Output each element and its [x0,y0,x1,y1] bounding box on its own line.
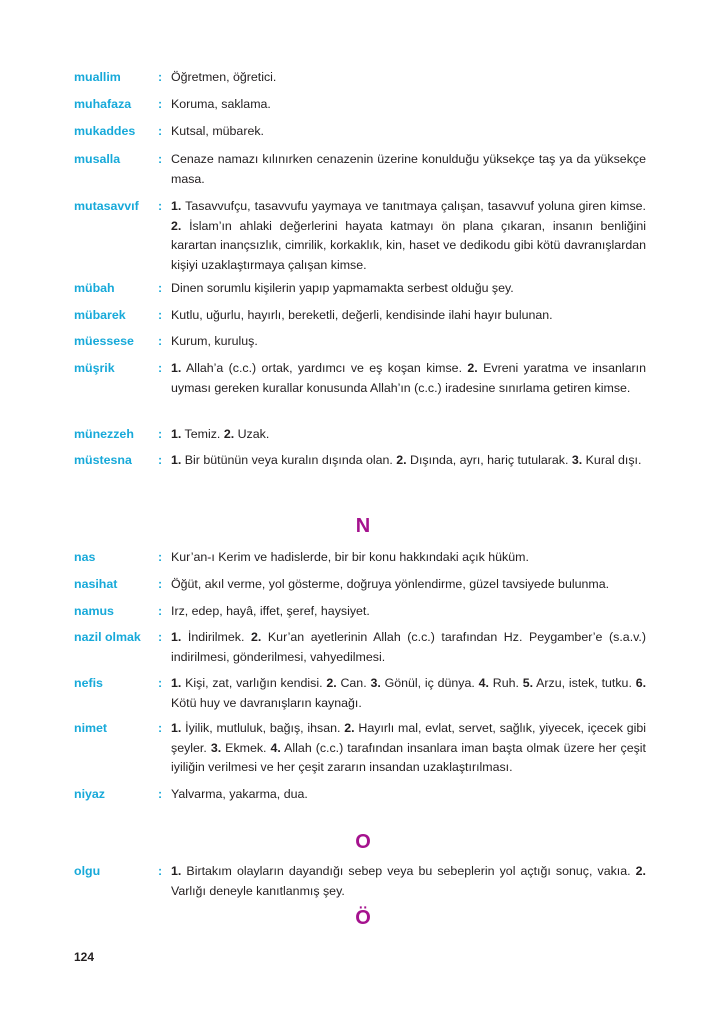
colon: : [158,550,163,564]
entry-nefis [74,674,646,713]
term: mübarek [74,308,126,322]
term: nasihat [74,577,118,591]
definition: 1. Bir bütünün veya kuralın dışında olan. 2. Dışında, ayrı, hariç tutularak. 3. Kural dışı. [171,453,642,467]
definition: Kurum, kuruluş. [171,334,258,348]
definition: Kutlu, uğurlu, hayırlı, bereketli, değerli, kendisinde ilahi hayır bulunan. [171,308,553,322]
entry-nas [74,548,646,568]
entry-muallim [74,68,646,88]
term: nefis [74,676,103,690]
term: münezzeh [74,427,134,441]
colon: : [158,281,163,295]
colon: : [158,721,163,735]
term: muallim [74,70,121,84]
entry-muessese [74,332,646,352]
section-letter-o: O [355,831,371,853]
definition: Öğüt, akıl verme, yol gösterme, doğruya yönlendirme, güzel tavsiyede bulunma. [171,577,610,591]
colon: : [158,334,163,348]
entry-nazil-olmak [74,628,646,667]
entry-mubah [74,279,646,299]
term: namus [74,604,114,618]
definition: Dinen sorumlu kişilerin yapıp yapmamakta serbest olduğu şey. [171,281,514,295]
colon: : [158,676,163,690]
entry-olgu [74,862,646,901]
definition: 1. İndirilmek. 2. Kur’an ayetlerinin Allah (c.c.) tarafından Hz. Peygamber’e (s.a.v.) indirilmesi, gönderilmesi, vahyedilmesi. [171,630,646,664]
entry-musalla [74,150,646,189]
term: niyaz [74,787,105,801]
term: nas [74,550,96,564]
colon: : [158,308,163,322]
definition: 1. Allah’a (c.c.) ortak, yardımcı ve eş koşan kimse. 2. Evreni yaratma ve insanların uyması gereken kurallar konusunda Allah’ın (c.c.) iradesine sınırlama getiren kimse. [171,361,646,395]
page-number: 124 [74,950,95,964]
entry-niyaz [74,785,646,805]
definition: 1. Tasavvufçu, tasavvufu yaymaya ve tanıtmaya çalışan, tasavvuf yoluna giren kimse. 2. İslam’ın ahlaki değerlerini hayata katmayı ön plana çıkaran, insanın benliğini karartan inançsızlık, cimrilik, korkaklık, kin, haset ve dedikodu gibi kötü davranışlardan kişiyi uzaklaştırmaya çalışan kimse. [171,199,646,272]
colon: : [158,361,163,375]
entry-mukaddes [74,122,646,142]
entry-nimet [74,719,646,778]
colon: : [158,864,163,878]
colon: : [158,453,163,467]
entry-muhafaza [74,95,646,115]
definition: 1. Temiz. 2. Uzak. [171,427,270,441]
term: nazil olmak [74,630,141,644]
section-letter-oe: Ö [355,907,371,929]
colon: : [158,604,163,618]
definition: 1. Birtakım olayların dayandığı sebep veya bu sebeplerin yol açtığı sonuç, vakıa. 2. Varlığı deneyle kanıtlanmış şey. [171,864,646,898]
definition: Kutsal, mübarek. [171,124,264,138]
colon: : [158,427,163,441]
colon: : [158,97,163,111]
entry-nasihat [74,575,646,595]
colon: : [158,70,163,84]
colon: : [158,199,163,213]
section-letter-n: N [355,515,371,537]
term: müşrik [74,361,115,375]
entry-musrik [74,359,646,398]
entry-mustesna [74,451,646,471]
term: mukaddes [74,124,136,138]
entry-mubarek [74,306,646,326]
term: musalla [74,152,121,166]
definition: Kur’an-ı Kerim ve hadislerde, bir bir konu hakkındaki açık hüküm. [171,550,529,564]
term: olgu [74,864,101,878]
definition: Öğretmen, öğretici. [171,70,277,84]
entry-munezzeh [74,425,646,445]
definition: Cenaze namazı kılınırken cenazenin üzerine konulduğu yüksekçe taş ya da yüksekçe masa. [171,152,646,186]
definition: Yalvarma, yakarma, dua. [171,787,308,801]
term: mutasavvıf [74,199,139,213]
term: mübah [74,281,115,295]
entry-namus [74,602,646,622]
colon: : [158,152,163,166]
term: muhafaza [74,97,132,111]
term: nimet [74,721,108,735]
colon: : [158,577,163,591]
colon: : [158,630,163,644]
colon: : [158,124,163,138]
definition: 1. İyilik, mutluluk, bağış, ihsan. 2. Hayırlı mal, evlat, servet, sağlık, yiyecek, içecek gibi şeyler. 3. Ekmek. 4. Allah (c.c.) tarafından insanlara iman başta olmak üzere her çeşit iyiliğin verilmesi ve her çeşit zararın insandan uzaklaştırılması. [171,721,646,774]
term: müstesna [74,453,132,467]
definition: 1. Kişi, zat, varlığın kendisi. 2. Can. 3. Gönül, iç dünya. 4. Ruh. 5. Arzu, istek, tutku. 6. Kötü huy ve davranışların kaynağı. [171,676,647,710]
definition: Irz, edep, hayâ, iffet, şeref, haysiyet. [171,604,370,618]
entry-mutasavvif [74,197,646,275]
term: müessese [74,334,134,348]
colon: : [158,787,163,801]
definition: Koruma, saklama. [171,97,271,111]
